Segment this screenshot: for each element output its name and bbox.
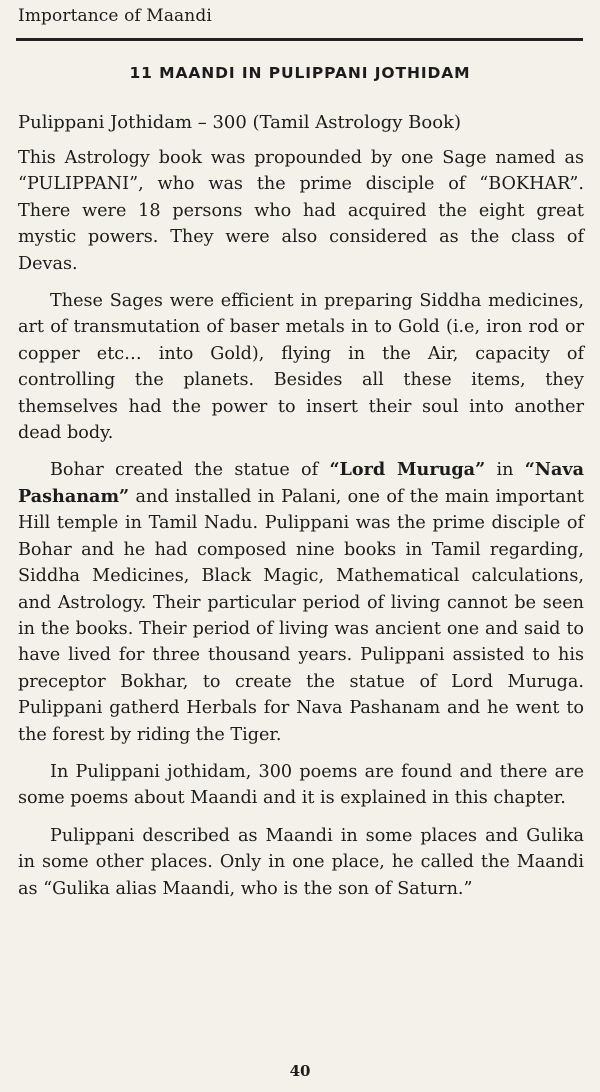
header-rule — [16, 38, 583, 41]
running-head: Importance of Maandi — [18, 6, 212, 26]
paragraph-3-text-e: and installed in Palani, one of the main important Hill temple in Tamil Nadu. Pulippani was the prime disciple of Bohar and he had composed nine books in Tamil regarding, Siddha Medicines, Black Magic, Mathematical calculations, and Astrology. Their particular period of living cannot be seen in the books. Their period of living was ancient one and said to have lived for three thousand years. Pulippani assisted to his preceptor Bokhar, to create the statue of Lord Muruga. Pulippani gatherd Herbals for Nava Pashanam and he went to the forest by riding the Tiger. — [18, 486, 584, 745]
paragraph-4: In Pulippani jothidam, 300 poems are found and there are some poems about Maandi and it is explained in this chapter. — [18, 761, 584, 809]
section-subtitle: Pulippani Jothidam – 300 (Tamil Astrology Book) — [18, 112, 461, 133]
paragraph-3-text-c: in — [485, 460, 525, 481]
page-number: 40 — [289, 1062, 311, 1080]
emphasis-nava-pashanam: “Nava Pashanam” — [18, 459, 584, 507]
paragraph-2: These Sages were efficient in preparing Siddha medicines, art of transmutation of baser metals in to Gold (i.e, iron rod or copper etc… into Gold), flying in the Air, capacity of controlling the planets. Besides all these items, they themselves had the power to insert their soul into another dead body. — [18, 291, 584, 444]
body-text — [18, 145, 584, 913]
paragraph-3 — [18, 457, 584, 747]
paragraph-3-text-a: Bohar created the statue of — [50, 460, 330, 481]
paragraph-1: This Astrology book was propounded by one Sage named as “PULIPPANI”, who was the prime disciple of “BOKHAR”. There were 18 persons who had acquired the eight great mystic powers. They were also considered as the class of Devas. — [18, 148, 584, 274]
chapter-title: 11 MAANDI IN PULIPPANI JOTHIDAM — [129, 64, 471, 82]
emphasis-lord-muruga: “Lord Muruga” — [329, 459, 486, 481]
paragraph-5: Pulippani described as Maandi in some places and Gulika in some other places. Only in one place, he called the Maandi as “Gulika alias Maandi, who is the son of Saturn.” — [18, 825, 584, 899]
